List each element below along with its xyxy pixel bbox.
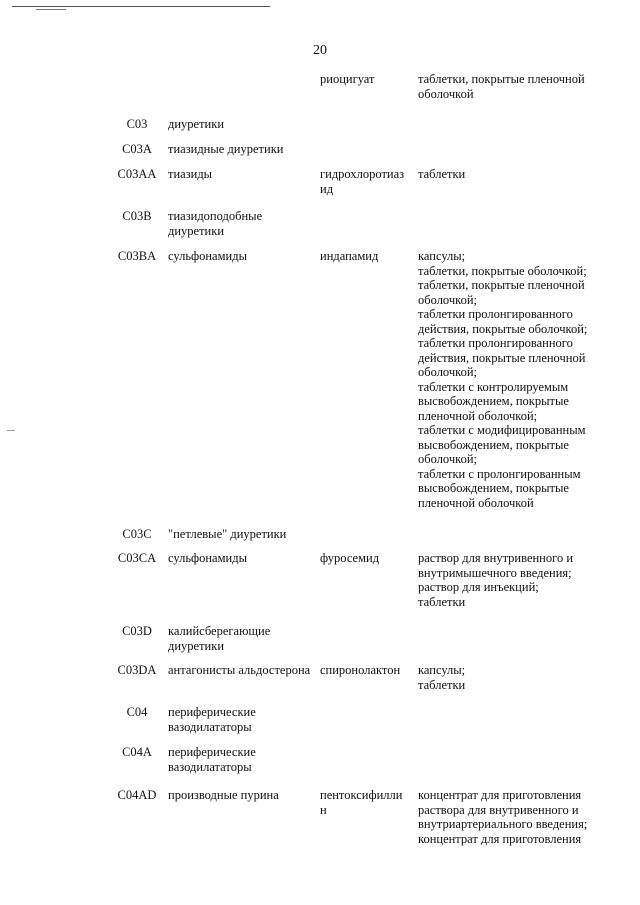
atc-code: C03AA: [117, 167, 157, 181]
drug-name: [320, 551, 408, 566]
dosage-forms-line: таблетки пролонгированного: [418, 336, 573, 350]
group-name-line: диуретики: [168, 638, 225, 653]
group-name: [168, 745, 318, 774]
drug-name-line: индапамид: [320, 249, 379, 263]
drug-name: [320, 249, 408, 264]
dosage-forms-line: капсулы;: [418, 249, 466, 263]
dosage-forms-line: оболочкой: [418, 86, 474, 101]
header-rule: [12, 6, 270, 7]
drug-name-line: гидрохлоротиаз: [320, 167, 405, 181]
dosage-forms-line: концентрат для приготовления: [418, 831, 582, 846]
dosage-forms: [418, 167, 598, 182]
atc-code: C03C: [122, 527, 152, 541]
dosage-forms-line: таблетки, покрытые пленочной: [418, 278, 585, 292]
dosage-forms-line: оболочкой;: [418, 292, 477, 307]
drug-name-line: спиронолактон: [320, 663, 401, 677]
drug-name-line: ид: [320, 181, 334, 196]
dosage-forms: [418, 72, 598, 101]
atc-code: C04AD: [117, 788, 157, 802]
group-name-line: периферические: [168, 705, 256, 719]
atc-code: C03DA: [117, 663, 157, 677]
drug-name: [320, 167, 408, 196]
group-name: [168, 663, 318, 678]
dosage-forms-line: действия, покрытые пленочной: [418, 350, 586, 365]
group-name-line: антагонисты альдостерона: [168, 663, 311, 677]
dosage-forms-line: таблетки с модифицированным: [418, 423, 586, 437]
group-name-line: калийсберегающие: [168, 624, 271, 638]
dosage-forms-line: действия, покрытые оболочкой;: [418, 321, 588, 336]
dosage-forms-line: капсулы;: [418, 663, 466, 677]
group-name-line: диуретики: [168, 223, 225, 238]
dosage-forms-line: внутримышечного введения;: [418, 565, 572, 580]
dosage-forms-line: таблетки с пролонгированным: [418, 466, 581, 481]
group-name-line: производные пурина: [168, 788, 279, 802]
dosage-forms-line: оболочкой;: [418, 452, 477, 466]
dosage-forms-line: оболочкой;: [418, 365, 477, 379]
dosage-forms-line: пленочной оболочкой: [418, 495, 534, 510]
dosage-forms-line: таблетки: [418, 677, 466, 692]
group-name: [168, 527, 318, 542]
dosage-forms-line: таблетки с контролируемым: [418, 379, 569, 394]
dosage-forms-line: высвобождением, покрытые: [418, 437, 569, 452]
group-name: [168, 117, 318, 132]
margin-mark: [7, 430, 15, 431]
group-name-line: вазодилататоры: [168, 719, 252, 734]
group-name-line: диуретики: [168, 117, 225, 131]
drug-name-line: н: [320, 802, 327, 817]
page-number: 20: [313, 43, 327, 58]
dosage-forms-line: таблетки, покрытые оболочкой;: [418, 263, 587, 278]
dosage-forms-line: высвобождением, покрытые: [418, 394, 569, 408]
group-name: [168, 142, 318, 157]
header-rule-short: [36, 9, 66, 10]
group-name-line: периферические: [168, 745, 256, 759]
group-name: [168, 788, 318, 803]
dosage-forms-line: концентрат для приготовления: [418, 788, 582, 802]
group-name: [168, 624, 318, 653]
dosage-forms-line: внутриартериального введения;: [418, 817, 588, 831]
group-name-line: сульфонамиды: [168, 249, 247, 263]
atc-code: C03B: [122, 209, 152, 223]
dosage-forms-line: раствор для внутривенного и: [418, 551, 574, 565]
dosage-forms-line: пленочной оболочкой;: [418, 408, 538, 423]
dosage-forms: [418, 551, 598, 609]
atc-code: C04: [126, 705, 148, 719]
dosage-forms: [418, 663, 598, 692]
atc-code: C03: [126, 117, 148, 131]
drug-name-line: пентоксифилли: [320, 788, 403, 802]
drug-name-line: риоцигуат: [320, 72, 375, 86]
dosage-forms-line: таблетки пролонгированного: [418, 307, 573, 321]
group-name: [168, 209, 318, 238]
atc-code: C03CA: [117, 551, 157, 565]
drug-name: [320, 788, 408, 817]
dosage-forms-line: таблетки, покрытые пленочной: [418, 72, 585, 86]
group-name: [168, 551, 318, 566]
dosage-forms: [418, 249, 598, 510]
dosage-forms-line: раствор для инъекций;: [418, 580, 539, 594]
group-name-line: вазодилататоры: [168, 759, 252, 774]
drug-name: [320, 663, 408, 678]
group-name-line: тиазидные диуретики: [168, 142, 284, 156]
group-name-line: сульфонамиды: [168, 551, 247, 565]
atc-code: C03A: [122, 142, 152, 156]
atc-code: C03D: [122, 624, 152, 638]
dosage-forms-line: таблетки: [418, 594, 466, 609]
group-name-line: тиазидоподобные: [168, 209, 263, 223]
dosage-forms-line: раствора для внутривенного и: [418, 802, 579, 817]
dosage-forms-line: таблетки: [418, 167, 466, 181]
drug-name-line: фуросемид: [320, 551, 380, 565]
atc-code: C04A: [122, 745, 152, 759]
group-name: [168, 167, 318, 182]
group-name-line: "петлевые" диуретики: [168, 527, 287, 541]
group-name: [168, 249, 318, 264]
drug-name: [320, 72, 408, 87]
dosage-forms-line: высвобождением, покрытые: [418, 481, 569, 495]
group-name: [168, 705, 318, 734]
atc-code: C03BA: [117, 249, 157, 263]
dosage-forms: [418, 788, 598, 846]
group-name-line: тиазиды: [168, 167, 213, 181]
